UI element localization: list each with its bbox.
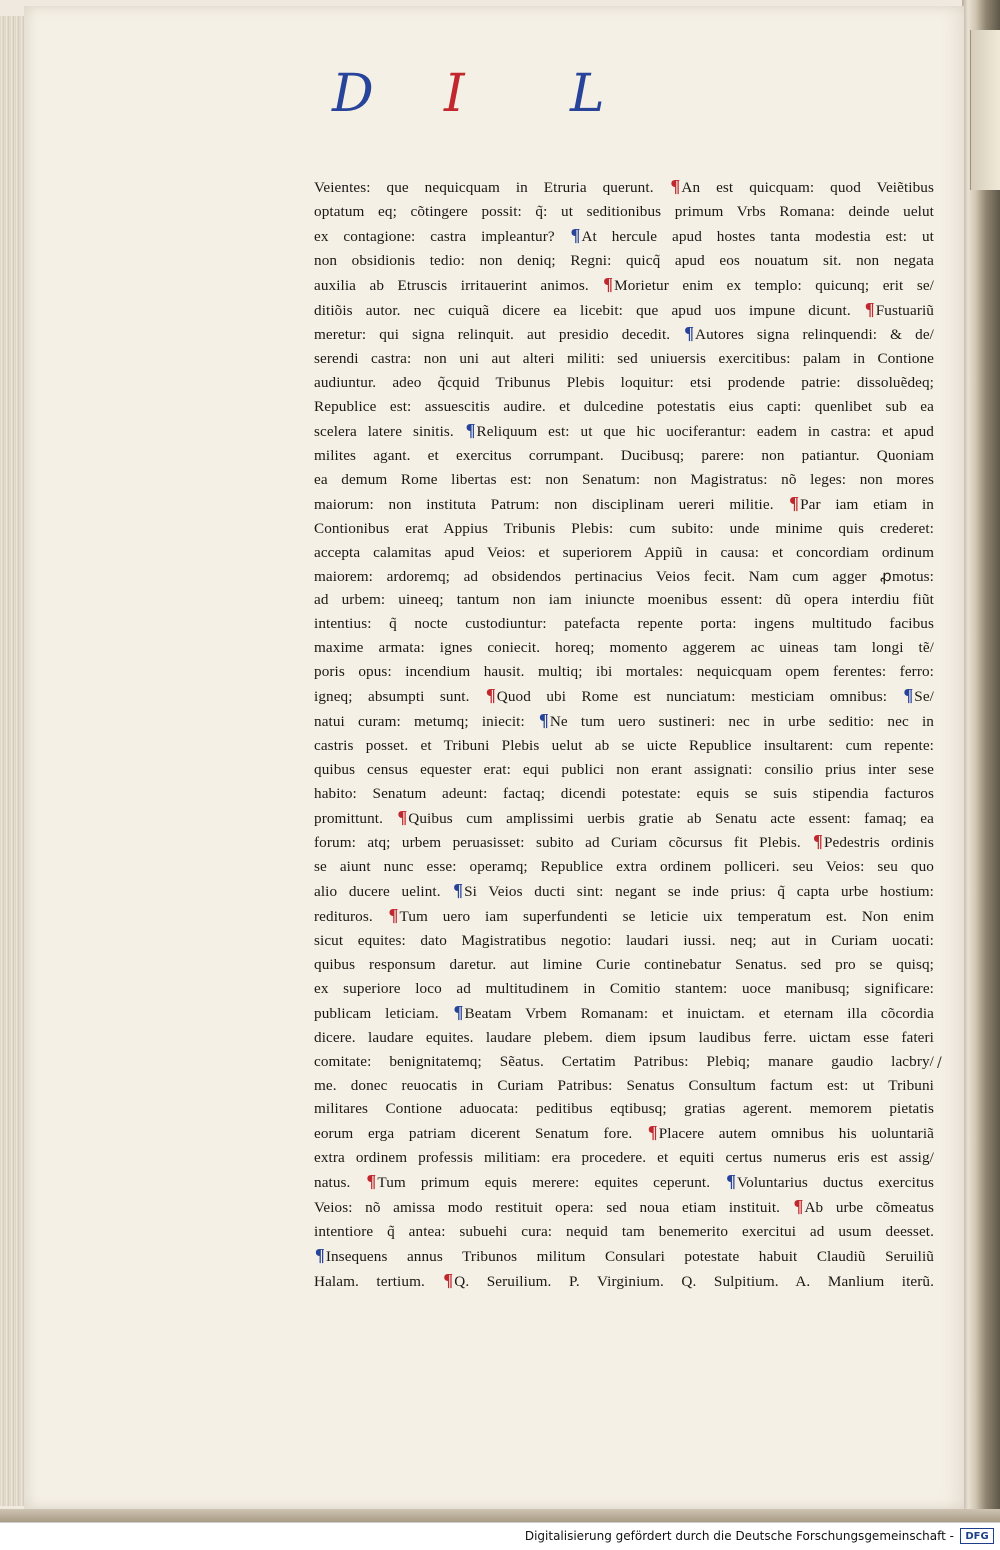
text-segment: milites agant. et exercitus corrumpant. Ducibusq; parere: non patiantur. Quoniam [314,446,934,464]
text-segment: militares Contione aduocata: peditibus eqtibusq; gratias agerent. memorem pietatis [314,1100,934,1118]
text-segment: ad urbem: uineeq; tantum non iam iniuncte moenibus essent: dũ opera interdiu fiũt [314,591,934,609]
text-segment: Halam. tertium. [314,1272,443,1290]
text-line [314,855,934,879]
text-line [314,709,934,734]
text-segment: scelera latere sinitis. [314,423,465,441]
text-segment: auxilia ab Etruscis irritauerint animos. [314,276,603,294]
text-segment: Tum uero iam superfundenti se leticie uix temperatum est. Non enim [399,908,934,926]
paragraph-mark-icon: ¶ [397,806,408,827]
text-line [314,1121,934,1146]
text-segment: Insequens annus Tribunos militum Consulari potestate habuit Claudiũ Seruiliũ [325,1247,934,1265]
text-line [314,175,934,200]
text-segment: intentiore q̃ antea: subuehi cura: nequid tam benemerito exercitui ad usum deesset. [314,1222,934,1240]
text-segment: quibus responsum daretur. aut limine Curie continebatur Senatus. sed pro se quisq; [314,956,934,973]
initial-d: D [332,64,374,124]
running-head-initials [320,64,640,124]
paragraph-mark-icon: ¶ [647,1122,658,1143]
text-segment: serendi castra: non uni aut alteri militi: sed uniuersis exercitibus: palam in Contione [314,350,934,368]
text-segment: eorum erga patriam dicerent Senatum fore. [314,1125,647,1143]
text-segment: Reliquum est: ut que hic uociferantur: eadem in castra: et apud [476,423,934,441]
text-line [314,1269,934,1294]
text-line [314,660,934,684]
margin-mark: / [937,1055,942,1071]
text-segment: comitate: benignitatemq; Sẽatus. Certatim Patribus: Plebiq; manare gaudio lacbry/ [314,1052,934,1070]
text-segment: Ne tum uero sustineri: nec in urbe seditio: nec in [549,712,934,730]
text-segment: audiuntur. adeo q̃cquid Tribunus Plebis loquitur: etsi prodende patrie: dissoluẽdeq; [314,374,934,392]
text-segment: ex contagione: castra impleantur? [314,227,570,245]
text-line [314,541,934,565]
text-segment: Beatam Vrbem Romanam: et inuictam. et eternam illa cõcordia [464,1004,934,1022]
text-segment: quibus census equester erat: equi publici non erant assignati: consilio prius inter sese [314,760,934,778]
text-segment: Voluntarius ductus exercitus [737,1174,934,1192]
text-line [314,1074,934,1098]
text-line [314,224,934,249]
text-line [314,492,934,517]
text-line [314,1244,934,1269]
text-segment: ditiõis autor. nec cuiquã dicere ea licebit: que apud uos impune dicunt. [314,301,864,319]
text-segment: publicam leticiam. [314,1004,453,1022]
text-line [314,273,934,298]
text-segment: Autores signa relinquendi: & de/ [695,326,934,344]
text-segment: ex superiore loco ad multitudinem in Comitio stantem: uoce manibusq; significare: [314,979,934,997]
text-segment: alio ducere uelint. [314,883,453,901]
text-line [314,782,934,806]
paragraph-mark-icon: ¶ [443,1269,454,1290]
text-line [314,565,934,589]
text-line [314,371,934,395]
text-segment: natui curam: metumq; iniecit: [314,712,538,730]
text-line [314,347,934,371]
text-segment: me. donec reuocatis in Curiam Patribus: Senatus Consultum factum est: ut Tribuni [314,1076,934,1094]
text-segment: maxime armata: ignes coniecit. horeq; momento aggerem ac uineas tam longi tẽ/ [314,639,934,657]
text-segment: redituros. [314,908,388,926]
text-line [314,904,934,929]
text-line [314,517,934,541]
text-segment: Q. Seruilium. P. Virginium. Q. Sulpitium. A. Manlium iterũ. [454,1272,934,1290]
text-line [314,879,934,904]
text-line [314,612,934,636]
text-segment: ea demum Rome libertas est: non Senatum: non Magistratus: nõ leges: non mores [314,470,934,488]
text-segment: Contionibus erat Appius Tribunis Plebis: cum subito: unde minime quis crederet: [314,519,934,537]
initial-l: L [570,64,605,124]
initial-i: I [444,64,465,124]
text-segment: dicere. laudare equites. laudare plebem. diem ipsum laudibus ferre. uictam esse fateri [314,1028,934,1046]
paragraph-mark-icon: ¶ [813,831,823,852]
text-line [314,395,934,419]
text-line [314,684,934,709]
text-line [314,806,934,831]
text-segment: non obsidionis tedio: non deniq; Regni: quicq̃ apud eos nouatum sit. non negata [314,251,934,269]
text-segment: Placere autem omnibus his uoluntariã [658,1125,934,1143]
paragraph-mark-icon: ¶ [684,323,695,344]
paragraph-mark-icon: ¶ [366,1171,377,1192]
text-segment: meretur: qui signa relinquit. aut presidio decedit. [314,326,684,344]
text-segment: Veientes: que nequicquam in Etruria querunt. [314,179,670,196]
text-segment: Se/ [914,688,934,706]
text-segment: Veios: nõ amissa modo restituit opera: sed noua etiam instituit. [314,1199,793,1217]
text-segment: Quod ubi Rome est nunciatum: mesticiam omnibus: [496,688,903,706]
paragraph-mark-icon: ¶ [726,1171,737,1192]
text-line [314,758,934,782]
text-line [314,444,934,468]
paragraph-mark-icon: ¶ [864,298,875,319]
text-segment: maiorum: non instituta Patrum: non disciplinam uereri militie. [314,495,789,513]
paragraph-mark-icon: ¶ [315,1244,325,1265]
book-gutter [962,0,1000,1520]
text-segment: maiorem: ardoremq; ad obsidendos pertinacius Veios fecit. Nam cum agger ꝓmotus: [314,567,934,585]
paragraph-mark-icon: ¶ [789,492,800,513]
text-line [314,1146,934,1170]
text-segment: poris opus: incendium hausit. multiq; ibi mortales: nequicquam opem ferentes: ferro: [314,663,934,681]
main-text-block [314,175,934,1294]
text-line [314,1170,934,1195]
text-segment: Par iam etiam in [800,495,934,513]
text-segment: optatum eq; cõtingere possit: q̃: ut seditionibus primum Vrbs Romana: deinde uelut [314,202,934,220]
paragraph-mark-icon: ¶ [570,224,581,245]
text-line [314,1097,934,1121]
text-line [314,249,934,273]
paragraph-mark-icon: ¶ [903,685,914,706]
paragraph-mark-icon: ¶ [603,273,614,294]
text-line [314,734,934,758]
text-segment: se aiunt nunc esse: operamq; Republice extra ordinem polliceri. seu Veios: seu quo [314,858,934,876]
text-segment: At hercule apud hostes tanta modestia est: ut [581,227,934,245]
facing-page-edge [970,30,1000,190]
text-line [314,419,934,444]
text-segment: intentius: q̃ nocte custodiuntur: patefacta repente porta: ingens multitudo facibus [314,615,934,633]
text-segment: natus. [314,1174,366,1192]
text-line [314,1001,934,1026]
text-segment: sicut equites: dato Magistratibus negotio: laudari iussi. neq; aut in Curiam uocati: [314,932,934,950]
text-segment: Ab urbe cõmeatus [804,1199,934,1217]
footer-credit-text: Digitalisierung gefördert durch die Deutsche Forschungsgemeinschaft - [524,1529,954,1543]
text-segment: igneq; absumpti sunt. [314,688,485,706]
paragraph-mark-icon: ¶ [465,420,476,441]
paragraph-mark-icon: ¶ [453,1001,464,1022]
text-line [314,1050,934,1074]
text-segment: Morietur enim ex templo: quicunq; erit se/ [614,276,934,294]
text-line [314,298,934,323]
text-line [314,1195,934,1220]
text-line [314,929,934,953]
paragraph-mark-icon: ¶ [670,176,681,196]
text-line [314,636,934,660]
text-line [314,200,934,224]
text-line [314,977,934,1001]
text-line [314,1026,934,1050]
text-segment: accepta calamitas apud Veios: et superiorem Appiũ in causa: et concordiam ordinum [314,543,934,561]
paragraph-mark-icon: ¶ [485,685,496,706]
text-segment: Republice est: assuescitis audire. et dulcedine potestatis eius capti: quenlibet sub ea [314,398,934,416]
text-line [314,830,934,855]
paragraph-mark-icon: ¶ [793,1196,804,1217]
text-segment: forum: atq; urbem peruasisset: subito ad Curiam cõcursus fit Plebis. [314,834,813,852]
paragraph-mark-icon: ¶ [388,905,399,926]
text-line [314,468,934,492]
footer-credit-bar [0,1522,1000,1550]
text-line [314,322,934,347]
text-segment: castris posset. et Tribuni Plebis uelut ab se uicte Republice insultarent: cum repente: [314,736,934,754]
text-segment: promittunt. [314,809,397,827]
text-segment: An est quicquam: quod Veiẽtibus [681,179,934,196]
text-line [314,953,934,977]
text-segment: Si Veios ducti sint: negant se inde prius: q̃ capta urbe hostium: [464,883,934,901]
text-segment: Tum primum equis merere: equites ceperunt. [377,1174,726,1192]
page-stack-edge [0,16,27,1506]
dfg-logo: DFG [960,1528,994,1544]
text-segment: Fustuariũ [875,301,934,319]
page-bottom-edge [0,1509,1000,1522]
paragraph-mark-icon: ¶ [539,709,549,730]
text-line [314,588,934,612]
text-segment: Pedestris ordinis [823,834,934,852]
text-segment: extra ordinem professis militiam: era procedere. et equiti certus numerus eris est assig/ [314,1149,934,1167]
text-segment: Quibus cum amplissimi uerbis gratie ab Senatu acte essent: famaq; ea [408,809,934,827]
text-segment: habito: Senatum adeunt: factaq; dicendi potestate: equis se suis stipendia facturos [314,784,934,802]
text-line [314,1220,934,1244]
paragraph-mark-icon: ¶ [453,880,464,901]
